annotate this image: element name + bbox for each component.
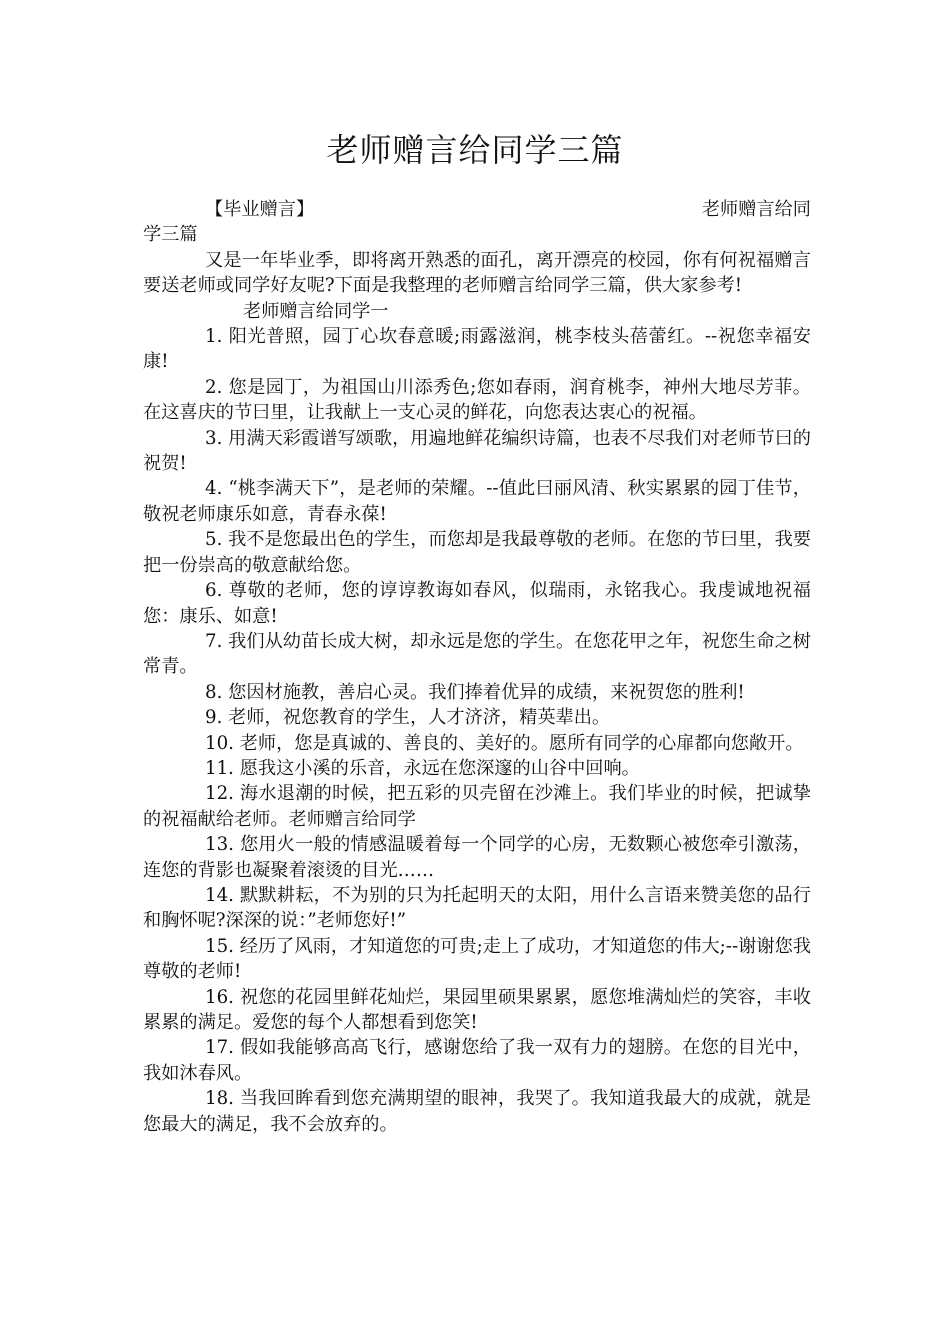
list-item: 18. 当我回眸看到您充满期望的眼神，我哭了。我知道我最大的成就，就是您最大的满足，我不会放弃的。 — [143, 1088, 811, 1135]
list-item: 7. 我们从幼苗长成大树，却永远是您的学生。在您花甲之年，祝您生命之树常青。 — [143, 630, 811, 678]
intro-paragraph: 又是一年毕业季，即将离开熟悉的面孔，离开漂亮的校园，你有何祝福赠言要送老师或同学好友呢?下面是我整理的老师赠言给同学三篇，供大家参考! — [143, 249, 811, 297]
list-item: 12. 海水退潮的时候，把五彩的贝壳留在沙滩上。我们毕业的时候，把诚挚的祝福献给老师。老师赠言给同学 — [143, 783, 811, 830]
header-right-text: 老师赠言给同 — [701, 199, 811, 220]
document-body — [143, 197, 811, 1137]
list-item: 3. 用满天彩霞谱写颂歌，用遍地鲜花编织诗篇，也表不尽我们对老师节曰的祝贺! — [143, 427, 811, 475]
header-line — [143, 197, 811, 222]
header-tag: 【毕业赠言】 — [205, 199, 315, 220]
list-item: 15. 经历了风雨，才知道您的可贵;走上了成功，才知道您的伟大;--谢谢您我尊敬的老师! — [143, 935, 811, 983]
list-item: 8. 您因材施教，善启心灵。我们捧着优异的成绩，来祝贺您的胜利! — [205, 681, 745, 703]
header-continuation: 学三篇 — [143, 224, 198, 246]
list-item: 16. 祝您的花园里鲜花灿烂，果园里硕果累累，愿您堆满灿烂的笑容，丰收累累的满足。爱您的每个人都想看到您笑! — [143, 986, 811, 1033]
list-item: 17. 假如我能够高高飞行，感谢您给了我一双有力的翅膀。在您的目光中，我如沐春风。 — [143, 1037, 811, 1084]
list-item: 5. 我不是您最出色的学生，而您却是我最尊敬的老师。在您的节曰里，我要把一份崇高的敬意献给您。 — [143, 529, 811, 576]
list-item: 1. 阳光普照，园丁心坎春意暖;雨露滋润，桃李枝头蓓蕾红。--祝您幸福安康! — [143, 326, 811, 373]
list-item: 2. 您是园丁，为祖国山川添秀色;您如春雨，润育桃李，神州大地尽芳菲。在这喜庆的节曰里，让我献上一支心灵的鲜花，向您表达衷心的祝福。 — [143, 376, 811, 424]
document-title: 老师赠言给同学三篇 — [326, 131, 624, 169]
list-item: 14. 默默耕耘，不为别的只为托起明天的太阳，用什么言语来赞美您的品行和胸怀呢?深深的说：”老师您好!” — [143, 884, 811, 932]
section-heading: 老师赠言给同学一 — [243, 300, 389, 322]
list-item: 6. 尊敬的老师，您的谆谆教诲如春风，似瑞雨，永铭我心。我虔诚地祝福您：康乐、如意! — [143, 580, 811, 627]
list-item: 9. 老师，祝您教育的学生，人才济济，精英辈出。 — [205, 707, 611, 729]
list-item: 13. 您用火一般的情感温暖着每一个同学的心房，无数颗心被您牵引激荡，连您的背影也凝聚着滚烫的目光…… — [143, 834, 811, 881]
list-item: 4. “桃李满天下”，是老师的荣耀。--值此曰丽风清、秋实累累的园丁佳节，敬祝老师康乐如意，青春永葆! — [143, 478, 811, 525]
list-item: 10. 老师，您是真诚的、善良的、美好的。愿所有同学的心扉都向您敞开。 — [205, 732, 804, 754]
list-item: 11. 愿我这小溪的乐音，永远在您深邃的山谷中回响。 — [205, 757, 640, 779]
